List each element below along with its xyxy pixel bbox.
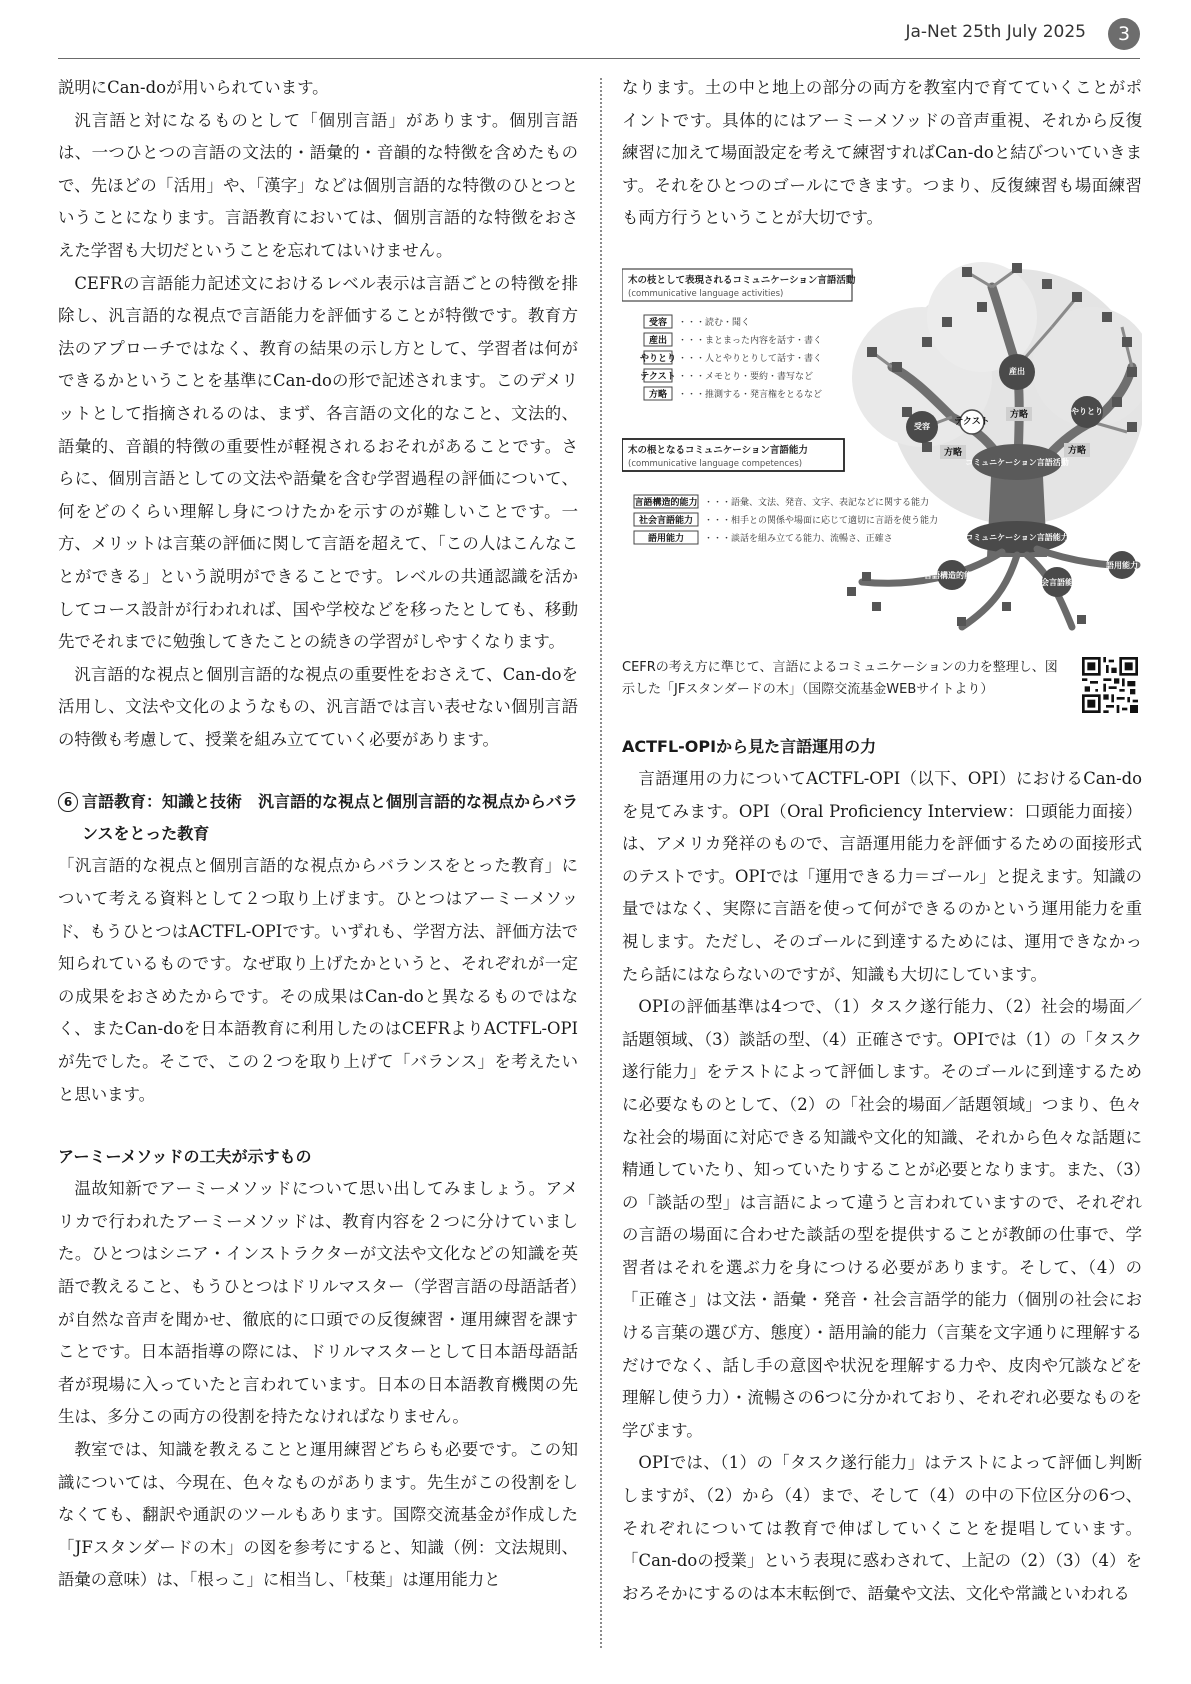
section-number-circle: 6 <box>58 792 78 812</box>
svg-text:テクスト: テクスト <box>640 371 676 382</box>
left-column <box>58 72 578 1597</box>
svg-text:語用能力: 語用能力 <box>647 533 685 544</box>
trunk-bottom-label: コミュニケーション言語能力 <box>965 532 1069 542</box>
paragraph: 「汎言語的な視点と個別言語的な視点からバランスをとった教育」について考える資料として２つ取り上げます。ひとつはアーミーメソッド、もうひとつはACTFL-OPIです。いずれも、学習方法、評価方法で知られているものです。なぜ取り上げたかというと、それぞれが一定の成果をおさめたからです。その成果はCan-doと異なるものではなく、またCan-doを日本語教育に利用したのはCEFRよりACTFL-OPIが先でした。そこで、この２つを取り上げて「バランス」を考えたいと思います。 <box>58 856 578 1104</box>
svg-text:・・・語彙、文法、発音、文字、表記などに関する能力: ・・・語彙、文法、発音、文字、表記などに関する能力 <box>704 497 930 508</box>
svg-text:木の枝として表現されるコミュニケーション言語活動: 木の枝として表現されるコミュニケーション言語活動 <box>628 274 856 286</box>
page-number-badge: 3 <box>1108 18 1140 50</box>
tree-diagram <box>622 257 1142 653</box>
svg-text:受容: 受容 <box>648 317 668 328</box>
svg-text:方略: 方略 <box>943 447 963 458</box>
svg-text:語用能力: 語用能力 <box>1106 560 1138 570</box>
svg-text:・・・まとまった内容を話す・書く: ・・・まとまった内容を話す・書く <box>678 335 823 346</box>
page-header <box>58 14 1140 59</box>
paragraph: なります。土の中と地上の部分の両方を教室内で育てていくことがポイントです。具体的にはアーミーメソッドの音声重視、それから反復練習に加えて場面設定を考えて練習すればCan-doと結びついていきます。それをひとつのゴールにできます。つまり、反復練習も場面練習も両方行うということが大切です。 <box>622 78 1142 228</box>
svg-text:・・・推測する・発言権をとるなど: ・・・推測する・発言権をとるなど <box>678 389 823 400</box>
subsection-heading: ACTFL-OPIから見た言語運用の力 <box>622 736 877 756</box>
caption-text: CEFRの考え方に準じて、言語によるコミュニケーションの力を整理し、図示した「JFスタンダードの木」（国際交流基金WEBサイトより） <box>622 659 1058 697</box>
svg-text:やりとり: やりとり <box>1071 406 1103 416</box>
column-divider <box>600 78 602 1648</box>
svg-text:・・・メモとり・要約・書写など: ・・・メモとり・要約・書写など <box>678 371 814 382</box>
paragraph: 汎言語と対になるものとして「個別言語」があります。個別言語は、一つひとつの言語の文法的・語彙的・音韻的な特徴を含めたもので、先ほどの「活用」や、「漢字」などは個別言語的な特徴のひとつということになります。言語教育においては、個別言語的な特徴をおさえた学習も大切だということを忘れてはいけません。 <box>58 110 578 260</box>
right-column <box>622 72 1142 1610</box>
qr-code-icon[interactable] <box>1082 657 1138 713</box>
paragraph: 教室では、知識を教えることと運用練習どちらも必要です。この知識については、今現在、色々なものがあります。先生がこの役割をしなくても、翻訳や通訳のツールもあります。国際交流基金が作成した「JFスタンダードの木」の図を参考にすると、知識（例：文法規則、語彙の意味）は、「根っこ」に相当し、「枝葉」は運用能力と <box>58 1439 578 1590</box>
svg-text:方略: 方略 <box>1067 445 1087 456</box>
jf-standard-tree-figure <box>622 257 1142 653</box>
svg-text:受容: 受容 <box>914 421 930 431</box>
svg-text:社会言語能力: 社会言語能力 <box>1033 577 1081 587</box>
paragraph: 説明にCan-doが用いられています。 <box>58 78 329 97</box>
svg-text:言語構造的能力: 言語構造的能力 <box>634 497 698 508</box>
svg-text:(communicative language compet: (communicative language competences) <box>628 458 803 469</box>
trunk-top-label: コミュニケーション言語活動 <box>965 457 1069 467</box>
paragraph: OPIの評価基準は4つで、（1）タスク遂行能力、（2）社会的場面／話題領域、（3）談話の型、（4）正確さです。OPIでは（1）の「タスク遂行能力」をテストによって評価します。そのゴールに到達するために必要なものとして、（2）の「社会的場面／話題領域」つまり、色々な社会的場面に対応できる知識や文化的知識、それから色々な話題に精通していたり、知っていたりすることが必要となります。また、（3）の「談話の型」は言語によって違うと言われていますので、それぞれの言語の場面に合わせた談話の型を提供することが教師の仕事で、学習者はそれを選ぶ力を身につける必要があります。そして、（4）の「正確さ」は文法・語彙・発音・社会言語学的能力（個別の社会における言葉の選び方、態度）・語用論的能力（言葉を文字通りに理解するだけでなく、話し手の意図や状況を理解する力や、皮肉や冗談などを理解し使う力）・流暢さの6つに分かれており、それぞれ必要なものを学びます。 <box>622 997 1142 1440</box>
subsection-heading: アーミーメソッドの工夫が示すもの <box>58 1147 312 1167</box>
svg-text:(communicative language activi: (communicative language activities) <box>628 288 784 299</box>
svg-text:・・・読む・聞く: ・・・読む・聞く <box>678 317 751 328</box>
svg-text:産出: 産出 <box>648 335 668 346</box>
svg-text:やりとり: やりとり <box>639 353 677 364</box>
svg-text:テクスト: テクスト <box>954 416 990 427</box>
paragraph: 言語運用の力についてACTFL-OPI（以下、OPI）におけるCan-doを見てみます。OPI（Oral Proficiency Interview：口頭能力面接）は、アメリカ発祥のもので、言語運用能力を評価するための面接形式のテストです。OPIでは「運用できる力＝ゴール」と捉えます。知識の量ではなく、実際に言語を使って何ができるのかという運用能力を重視します。ただし、そのゴールに到達するためには、運用できなかったら話にはならないのですが、知識も大切にしています。 <box>622 768 1142 984</box>
svg-text:・・・談話を組み立てる能力、流暢さ、正確さ: ・・・談話を組み立てる能力、流暢さ、正確さ <box>704 533 893 544</box>
svg-text:産出: 産出 <box>1009 366 1025 376</box>
paragraph: OPIでは、（1）の「タスク遂行能力」はテストによって評価し判断しますが、（2）から（4）まで、そして（4）の中の下位区分の6つ、それぞれについては教育で伸ばしていくことを提唱しています。「Can-doの授業」という表現に惑わされて、上記の（2）（3）（4）をおろそかにするのは本末転倒で、語彙や文法、文化や常識といわれる <box>622 1453 1142 1603</box>
figure-caption <box>622 657 1142 727</box>
section-heading <box>58 786 578 850</box>
paragraph: 汎言語的な視点と個別言語的な視点の重要性をおさえて、Can-doを活用し、文法や文化のようなもの、汎言語では言い表せない個別言語の特徴も考慮して、授業を組み立てていく必要があります。 <box>58 664 578 749</box>
svg-text:・・・人とやりとりして話す・書く: ・・・人とやりとりして話す・書く <box>678 353 823 364</box>
publication-name: Ja-Net 25th July 2025 <box>905 22 1086 42</box>
svg-text:方略: 方略 <box>648 389 668 400</box>
paragraph: CEFRの言語能力記述文におけるレベル表示は言語ごとの特徴を排除し、汎言語的な視点で言語能力を評価することが特徴です。教育方法のアプローチではなく、教育の結果の示し方として、学習者は何ができるかということを基準にCan-doの形で記述されます。このデメリットとして指摘されるのは、まず、各言語の文化的なこと、文法的、語彙的、音韻的特徴の重要性が軽視されるおそれがあることです。さらに、個別言語としての文法や語彙を含む学習過程の評価について、何をどのくらい理解し身につけたかを示すのが難しいことです。一方、メリットは言葉の評価に関して言語を超えて、「この人はこんなことができる」という説明ができることです。レベルの共通認識を活かしてコース設計が行われれば、国や学校などを移ったとしても、移動先でそれまでに勉強してきたことの続きの学習がしやすくなります。 <box>58 273 578 652</box>
svg-text:社会言語能力: 社会言語能力 <box>638 515 694 526</box>
svg-text:方略: 方略 <box>1009 409 1029 420</box>
svg-text:・・・相手との関係や場面に応じて適切に言語を使う能力: ・・・相手との関係や場面に応じて適切に言語を使う能力 <box>704 515 939 526</box>
paragraph: 温故知新でアーミーメソッドについて思い出してみましょう。アメリカで行われたアーミーメソッドは、教育内容を２つに分けていました。ひとつはシニア・インストラクターが文法や文化などの知識を英語で教えること、もうひとつはドリルマスター（学習言語の母語話者）が自然な音声を聞かせ、徹底的に口頭での反復練習・運用練習を課すことです。日本語指導の際には、ドリルマスターとして日本語母語話者が現場に入っていたと言われています。日本の日本語教育機関の先生は、多分この両方の役割を持たなければなりません。 <box>58 1179 578 1427</box>
section-title: 言語教育：知識と技術 汎言語的な視点と個別言語的な視点からバランスをとった教育 <box>82 792 579 844</box>
svg-text:言語構造的能力: 言語構造的能力 <box>924 570 980 580</box>
svg-text:木の根となるコミュニケーション言語能力: 木の根となるコミュニケーション言語能力 <box>628 444 808 456</box>
